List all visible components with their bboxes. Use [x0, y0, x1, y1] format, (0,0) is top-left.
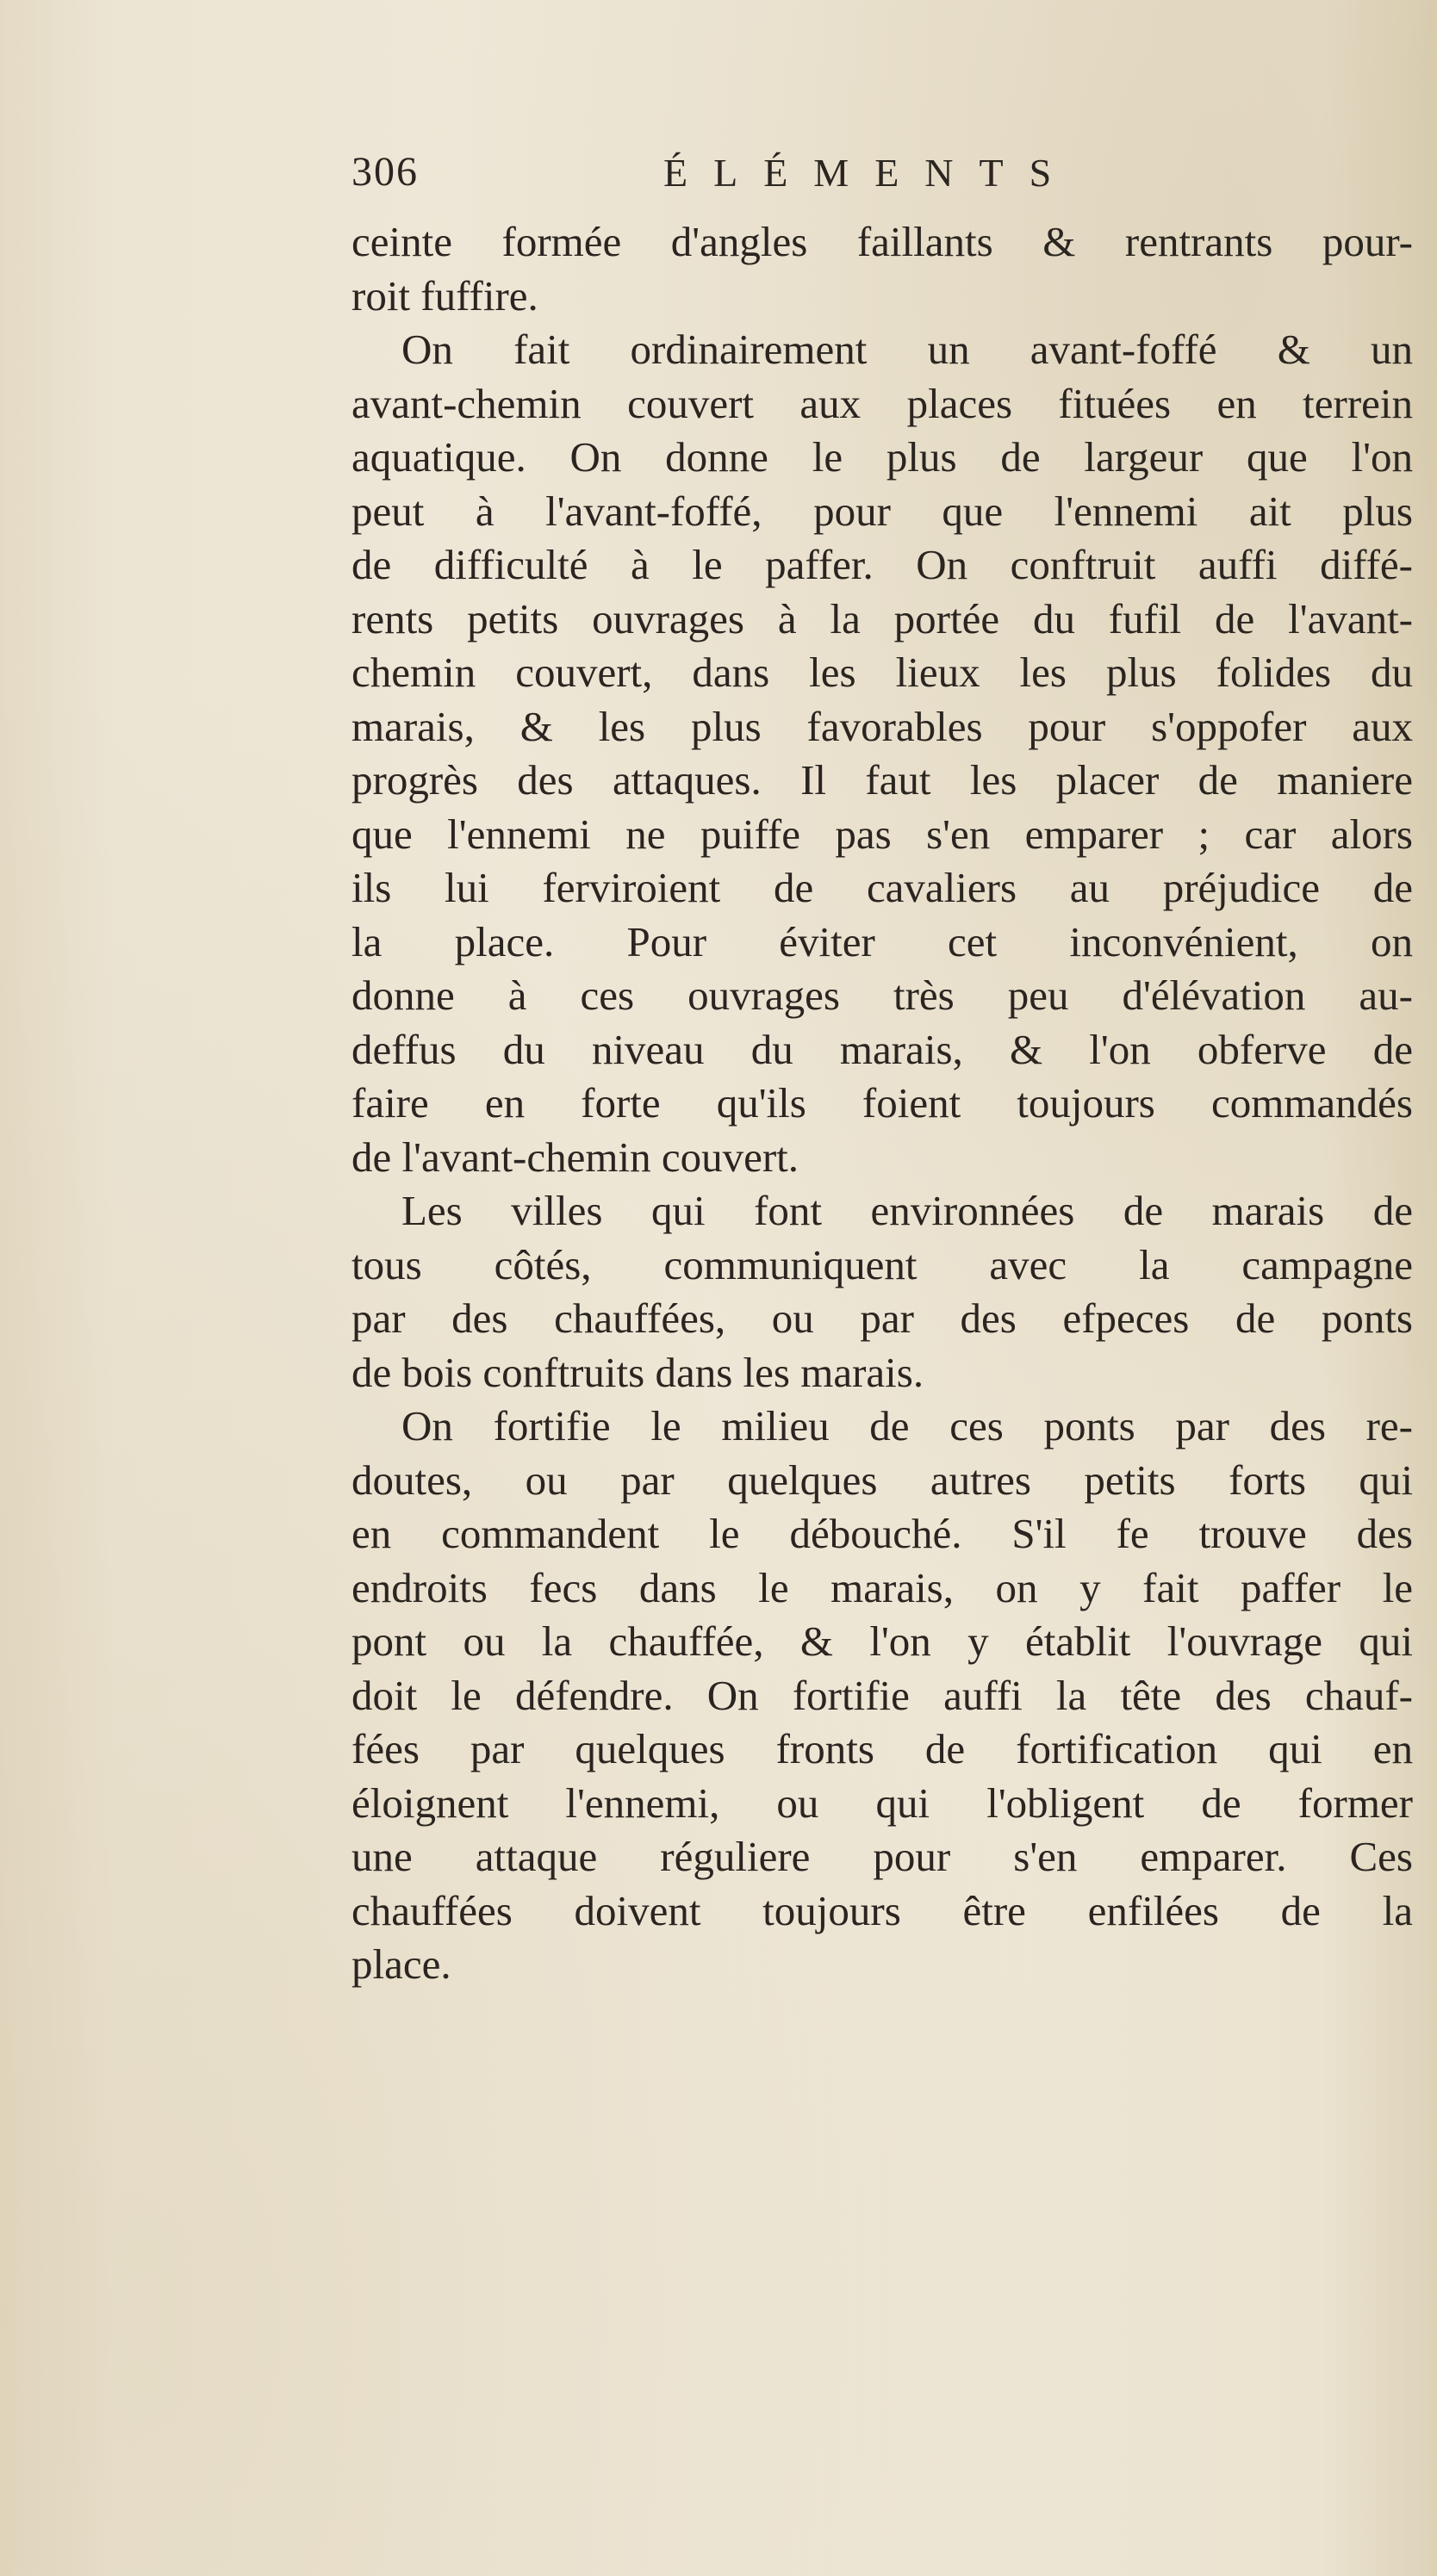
text-line: deffus du niveau du marais, & l'on obferve de [351, 1025, 1413, 1073]
text-line: rents petits ouvrages à la portée du fufil de l'avant- [351, 594, 1413, 642]
text-line: On fortifie le milieu de ces ponts par des re- [401, 1402, 1413, 1449]
text-line: donne à ces ouvrages très peu d'élévation au- [351, 971, 1413, 1019]
text-line: en commandent le débouché. S'il fe trouve des [351, 1510, 1413, 1557]
text-line: peut à l'avant-foffé, pour que l'ennemi ait plus [351, 487, 1413, 535]
text-line: la place. Pour éviter cet inconvénient, on [351, 917, 1413, 965]
text-line: On fait ordinairement un avant-foffé & un [401, 326, 1413, 373]
text-line: endroits fecs dans le marais, on y fait paffer le [351, 1563, 1413, 1611]
text-line: doutes, ou par quelques autres petits forts qui [351, 1456, 1413, 1504]
body-text [351, 215, 1420, 1992]
text-line: chemin couvert, dans les lieux les plus folides du [351, 649, 1413, 696]
text-line: de bois conftruits dans les marais. [351, 1348, 924, 1396]
text-line: ceinte formée d'angles faillants & rentrants pour- [351, 218, 1413, 265]
text-line: chauffées doivent toujours être enfilées de la [351, 1886, 1413, 1934]
text-line: avant-chemin couvert aux places fituées en terrein [351, 379, 1413, 427]
text-line: pont ou la chauffée, & l'on y établit l'ouvrage qui [351, 1617, 1413, 1665]
text-line: ils lui ferviroient de cavaliers au préjudice de [351, 864, 1413, 911]
text-line: éloignent l'ennemi, ou qui l'obligent de former [351, 1778, 1413, 1827]
text-line: doit le défendre. On fortifie auffi la tête des chauf- [351, 1671, 1413, 1719]
text-line: progrès des attaques. Il faut les placer de maniere [351, 756, 1413, 804]
text-line: faire en forte qu'ils foient toujours commandés [351, 1079, 1413, 1127]
text-line: place. [351, 1940, 451, 1988]
text-line: une attaque réguliere pour s'en emparer. Ces [351, 1833, 1413, 1880]
text-line: tous côtés, communiquent avec la campagne [351, 1240, 1413, 1288]
text-line: Les villes qui font environnées de marais de [401, 1187, 1413, 1234]
page-number: 306 [351, 149, 419, 195]
page-header [351, 148, 1092, 208]
text-line: par des chauffées, ou par des efpeces de ponts [351, 1294, 1413, 1342]
text-line: de difficulté à le paffer. On conftruit auffi diffé- [351, 541, 1413, 588]
text-line: aquatique. On donne le plus de largeur que l'on [351, 433, 1413, 481]
running-title: ÉLÉMENTS [663, 151, 1078, 195]
text-line: marais, & les plus favorables pour s'oppofer aux [351, 702, 1413, 750]
text-line: roit fuffire. [351, 271, 538, 320]
text-line: que l'ennemi ne puiffe pas s'en emparer ; car alors [351, 810, 1413, 858]
text-line: de l'avant-chemin couvert. [351, 1133, 799, 1181]
text-line: fées par quelques fronts de fortification qui en [351, 1725, 1413, 1772]
